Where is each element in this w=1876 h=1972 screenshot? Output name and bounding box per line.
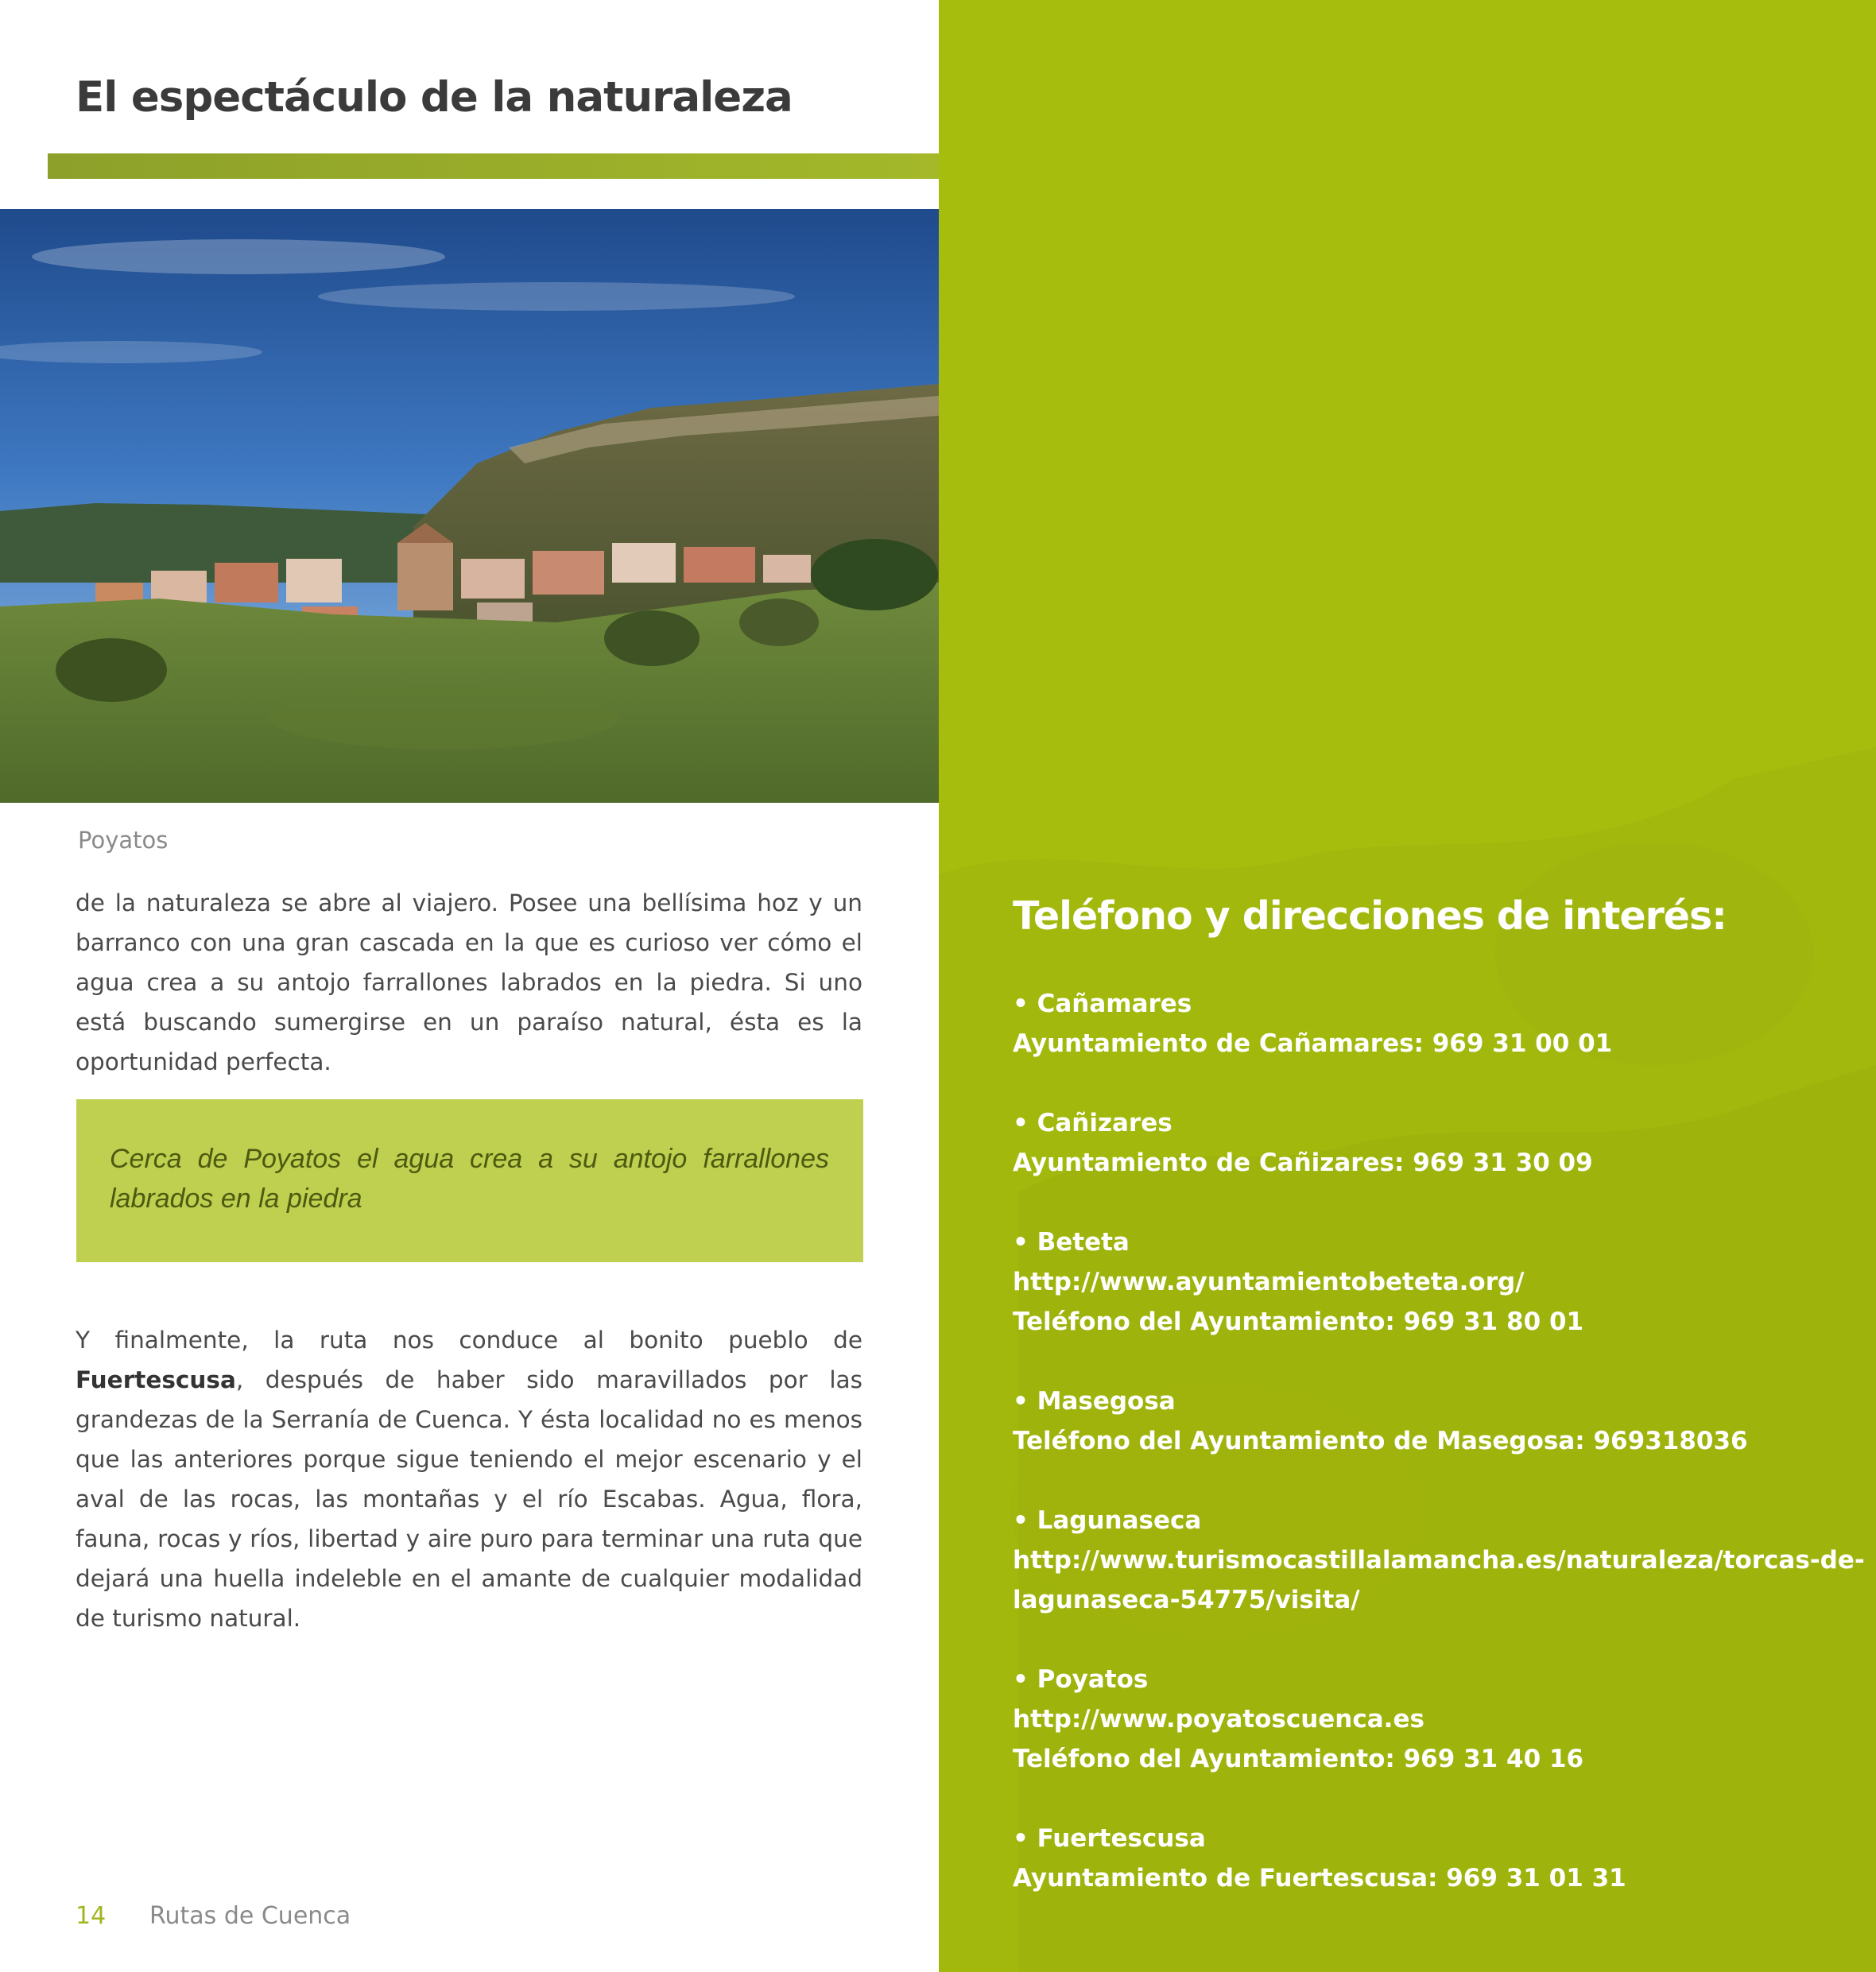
entry-phone: Ayuntamiento de Fuertescusa: 969 31 01 31	[1013, 1864, 1626, 1893]
entry-town: • Masegosa	[1013, 1387, 1176, 1416]
entry-town: • Fuertescusa	[1013, 1824, 1206, 1853]
entry-url-link[interactable]: http://www.poyatoscuenca.es	[1013, 1705, 1424, 1734]
entry-url-link[interactable]: http://www.ayuntamientobeteta.org/	[1013, 1268, 1525, 1296]
pull-quote-box	[76, 1099, 863, 1262]
entry-phone: Teléfono del Ayuntamiento de Masegosa: 969318036	[1013, 1427, 1748, 1455]
info-sidebar	[939, 0, 1876, 1972]
info-heading: Teléfono y direcciones de interés:	[1013, 893, 1727, 939]
page-number: 14	[76, 1902, 107, 1930]
fuertescusa-bold: Fuertescusa	[76, 1366, 236, 1393]
paragraph-2-end: , después de haber sido maravillados por las grandezas de la Serranía de Cuenca. Y ésta localidad no es menos que las anteriores porque sigue teniendo el mejor escenario y el aval de las rocas, las montañas y el río Escabas. Agua, flora, fauna, rocas y ríos, libertad y aire puro para terminar una ruta que dejará una huella indeleble en el amante de cualquier modalidad de turismo natural.	[76, 1366, 862, 1632]
entry-town: • Poyatos	[1013, 1665, 1149, 1694]
entry-phone: Ayuntamiento de Cañamares: 969 31 00 01	[1013, 1029, 1613, 1058]
poyatos-landscape-photo	[0, 209, 939, 803]
contact-entry-canizares	[1013, 1103, 1847, 1183]
entry-url-link[interactable]: http://www.turismocastillalamancha.es/naturaleza/torcas-de-	[1013, 1546, 1865, 1575]
photo-caption: Poyatos	[78, 827, 169, 854]
publication-name: Rutas de Cuenca	[149, 1902, 351, 1930]
contact-entry-masegosa	[1013, 1381, 1847, 1461]
paragraph-2-start: Y finalmente, la ruta nos conduce al bonito pueblo de	[76, 1327, 862, 1354]
contact-entry-lagunaseca	[1013, 1501, 1865, 1620]
contact-entry-beteta	[1013, 1222, 1847, 1342]
entry-phone: Teléfono del Ayuntamiento: 969 31 80 01	[1013, 1308, 1584, 1336]
entry-town: • Cañizares	[1013, 1109, 1172, 1137]
entry-url-link-continued[interactable]: lagunaseca-54775/visita/	[1013, 1586, 1360, 1614]
entry-phone: Ayuntamiento de Cañizares: 969 31 30 09	[1013, 1149, 1593, 1177]
article-paragraph-2	[76, 1320, 862, 1638]
title-underline-bar	[48, 153, 939, 179]
entry-town: • Cañamares	[1013, 990, 1192, 1018]
contact-entry-canamares	[1013, 984, 1847, 1063]
contact-list	[1013, 984, 1865, 1938]
article-paragraph-1: de la naturaleza se abre al viajero. Posee una bellísima hoz y un barranco con una gran cascada en la que es curioso ver cómo el agua crea a su antojo farrallones labrados en la piedra. Si uno está buscando sumergirse en un paraíso natural, ésta es la oportunidad perfecta.	[76, 889, 862, 1075]
page-title: El espectáculo de la naturaleza	[76, 73, 793, 122]
contact-entry-poyatos	[1013, 1660, 1847, 1779]
entry-phone: Teléfono del Ayuntamiento: 969 31 40 16	[1013, 1745, 1584, 1773]
pull-quote-text: Cerca de Poyatos el agua crea a su antojo farrallones labrados en la piedra	[110, 1144, 829, 1214]
entry-town: • Beteta	[1013, 1228, 1130, 1257]
contact-entry-fuertescusa	[1013, 1819, 1847, 1898]
landscape-illustration	[0, 209, 939, 803]
entry-town: • Lagunaseca	[1013, 1506, 1202, 1535]
